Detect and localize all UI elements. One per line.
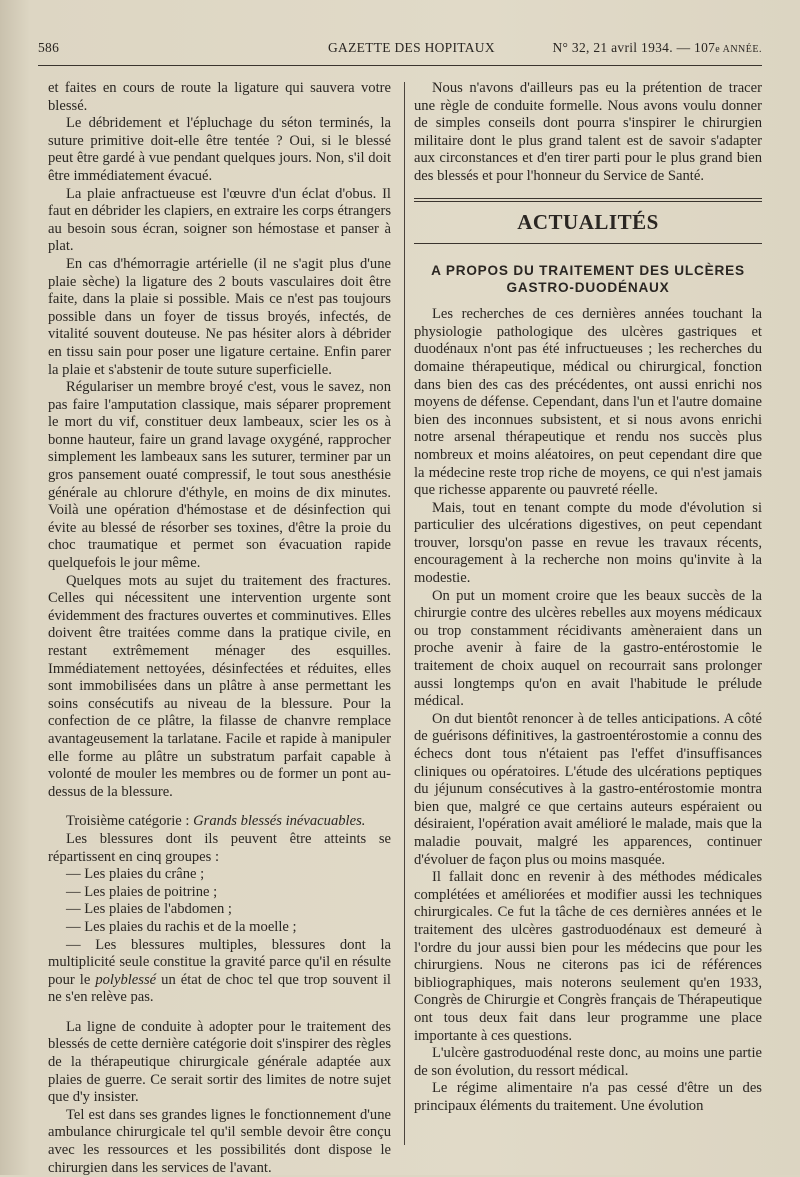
last-group-after: un état de choc tel que trop souvent il ne s'en relève pas. xyxy=(48,971,391,1006)
paragraph: La ligne de conduite à adopter pour le traitement des blessés de cette dernière catégorie doit s'inspirer des règles de la thérapeutique chirurgicale générale adaptée aux plaies de guerre. Ce serait sortir des limites de notre sujet que d'y insister. xyxy=(48,1018,392,1106)
list-item: — Les plaies de l'abdomen ; xyxy=(66,901,232,918)
last-group-term: polyblessé xyxy=(95,971,157,988)
list-item: — Les plaies du crâne ; xyxy=(66,866,205,883)
paragraph: Les blessures dont ils peuvent être atteints se répartissent en cinq groupes : xyxy=(48,830,391,865)
paragraph: Les recherches de ces dernières années touchant la physiologie pathologique des ulcères gastriques et duodénaux n'ont pas été infructueuses ; les recherches du domaine thérapeutique, médical ou chirurgical, fonction dans bien des cas des précédentes, ont aussi enrichi nos moyens de défense. Cependant, dans l'un et l'autre domaine bien des inconnues subsistent, et si nous avons enrichi notre arsenal thérapeutique et rendu nos succès plus nombreux et moins aléatoires, on peut cependant dire que la médecine reste trop riche de moyens, ce qui n'est jamais que richesse apparente ou pauvreté réelle. xyxy=(414,306,762,499)
category-heading xyxy=(48,813,391,831)
list-item xyxy=(48,937,391,1007)
article-title xyxy=(414,262,762,296)
left-column xyxy=(48,80,391,1177)
journal-title: GAZETTE DES HOPITAUX xyxy=(328,40,495,55)
list-item: — Les plaies de poitrine ; xyxy=(66,883,218,900)
paragraph: Mais, tout en tenant compte du mode d'évolution si particulier des ulcérations digestives, on peut cependant trouver, lorsqu'on passe en revue les travaux récents, encouragement à la recherche non moins qu'invite à la modestie. xyxy=(414,499,762,587)
paragraph: Nous n'avons d'ailleurs pas eu la prétention de tracer une règle de conduite formelle. Nous avons voulu donner de simples conseils dont pourra s'inspirer le chirurgien militaire dont le plus grand talent est de savoir s'adapter aux circonstances et d'en tirer parti pour le plus grand bien des blessés et pour l'honneur du Service de Santé. xyxy=(414,80,762,184)
paragraph: On put un moment croire que les beaux succès de la chirurgie contre des ulcères rebelles aux moyens médicaux ou trop constamment récidivants amèneraient dans un proche avenir à faire de la gastro-entérostomie le traitement de choix auquel on recourrait sans prolonger aussi longtemps qu'on en avait l'habitude le prélude médical. xyxy=(414,587,762,710)
column-divider xyxy=(404,82,405,1145)
header-rule xyxy=(38,65,762,66)
rule xyxy=(414,198,762,199)
category-lead: Troisième catégorie : xyxy=(66,813,194,830)
page-header xyxy=(38,40,762,62)
paragraph: et faites en cours de route la ligature qui sauvera votre blessé. xyxy=(48,80,391,114)
issue-date: N° 32, 21 avril 1934. — 107 xyxy=(552,40,716,55)
paragraph: Régulariser un membre broyé c'est, vous le savez, non pas faire l'amputation classique, mais séparer proprement le mort du vif, constituer deux lambeaux, scier les os à bonne hauteur, faire un grand lavage oxygéné, rapprocher simplement les lambeaux sans les suturer, terminer par un gros pansement ouaté compressif, le tout sous anesthésie générale au chlorure d'éthyle, en moins de dix minutes. Voilà une opération d'hémostase et de désinfection qui évite au blessé de résorber ses toxines, d'être la proie du choc traumatique et permet son évacuation rapide quelquefois le jour même. xyxy=(48,379,391,572)
section-title: ACTUALITÉS xyxy=(517,209,659,234)
paragraph: En cas d'hémorragie artérielle (il ne s'agit plus d'une plaie sèche) la ligature des 2 bouts vasculaires doit être faite, dans la plaie si possible. Mais ce n'est pas toujours possible dans un foyer de tissus broyés, infectés, de vitalité souvent douteuse. Ne pas hésiter alors à débrider en tissu sain pour poser une ligature certaine. Enfin parer la plaie et s'abstenir de toute suture superficielle. xyxy=(48,255,391,378)
last-group-before: — Les blessures multiples, blessures dont la multiplicité seule constitue la gravité parce qu'il en résulte pour le xyxy=(48,936,391,988)
right-column xyxy=(414,80,762,1115)
article-title-line: A PROPOS DU TRAITEMENT DES ULCÈRES xyxy=(431,263,745,279)
section-title-rule xyxy=(414,243,762,244)
paragraph: L'ulcère gastroduodénal reste donc, au moins une partie de son évolution, du ressort médical. xyxy=(414,1045,762,1079)
paragraph: On dut bientôt renoncer à de telles anticipations. A côté de guérisons définitives, la gastroentérostomie a connu des échecs dont tous n'étaient pas l'effet d'insuffisances cliniques ou opératoires. L'étude des ulcérations peptiques du jéjunum consécutives à la gastro-entérostomie montra bien que, malgré ce que certains auteurs espéraient ou désiraient, l'opération avait amélioré le malade, mais que la maladie pouvait, malgré les apparences, continuer d'évoluer de façon plus ou moins masquée. xyxy=(414,710,762,868)
paragraph: Le régime alimentaire n'a pas cessé d'être un des principaux éléments du traitement. Une évolution xyxy=(414,1080,762,1114)
issue-year-suffix: e ANNÉE. xyxy=(715,44,762,55)
page-number: 586 xyxy=(38,40,60,55)
list-item: — Les plaies du rachis et de la moelle ; xyxy=(66,918,297,935)
paragraph: Il fallait donc en revenir à des méthodes médicales complétées et améliorées et modifier aussi les techniques chirurgicales. Ce fut la tâche de ces dernières années et le traitement des ulcères gastroduodénaux est demeuré à l'ordre du jour aussi bien pour les médecins que pour les chirurgiens. Nous ne citerons pas ici de références bibliographiques, mais noterons seulement qu'en 1933, Congrès de Chirurgie et Congrès français de Thérapeutique ont tous deux fait dans leur programme une place importante à ces questions. xyxy=(414,869,762,1044)
paragraph: Le débridement et l'épluchage du séton terminés, la suture primitive doit-elle être tentée ? Oui, si le blessé peut être gardé à vue pendant quelques jours. Non, s'il doit être immédiatement évacué. xyxy=(48,115,391,184)
paragraph: Tel est dans ses grandes lignes le fonctionnement d'une ambulance chirurgicale tel qu'il semble devoir être conçu avec les ressources et les possibilités dont dispose le chirurgien dans les services de l'avant. xyxy=(48,1106,391,1176)
paragraph: La plaie anfractueuse est l'œuvre d'un éclat d'obus. Il faut en débrider les clapiers, en extraire les corps étrangers au besoin sous écran, soigner son hémostase et panser à plat. xyxy=(48,185,391,255)
section-rules xyxy=(414,198,762,202)
article-title-line: GASTRO-DUODÉNAUX xyxy=(506,280,670,296)
category-name: Grands blessés inévacuables. xyxy=(193,813,366,830)
rule xyxy=(414,201,762,202)
paragraph: Quelques mots au sujet du traitement des fractures. Celles qui nécessitent une intervention urgente sont évidemment des fractures ouvertes et comminutives. Elles doivent être traitées comme dans la pratique civile, en restant extrêmement ménager des esquilles. Immédiatement nettoyées, désinfectées et réduites, elles sont immobilisées dans un plâtre à anse permettant les soins consécutifs au niveau de la blessure. Pour la confection de ce plâtre, la filasse de chanvre remplace avantageusement la tarlatane. Facile et rapide à manipuler elle forme au plâtre un substratum parfait capable à volonté de mouler les membres ou de former un pont au-dessus de la blessure. xyxy=(48,572,391,800)
issue-info xyxy=(552,40,762,56)
